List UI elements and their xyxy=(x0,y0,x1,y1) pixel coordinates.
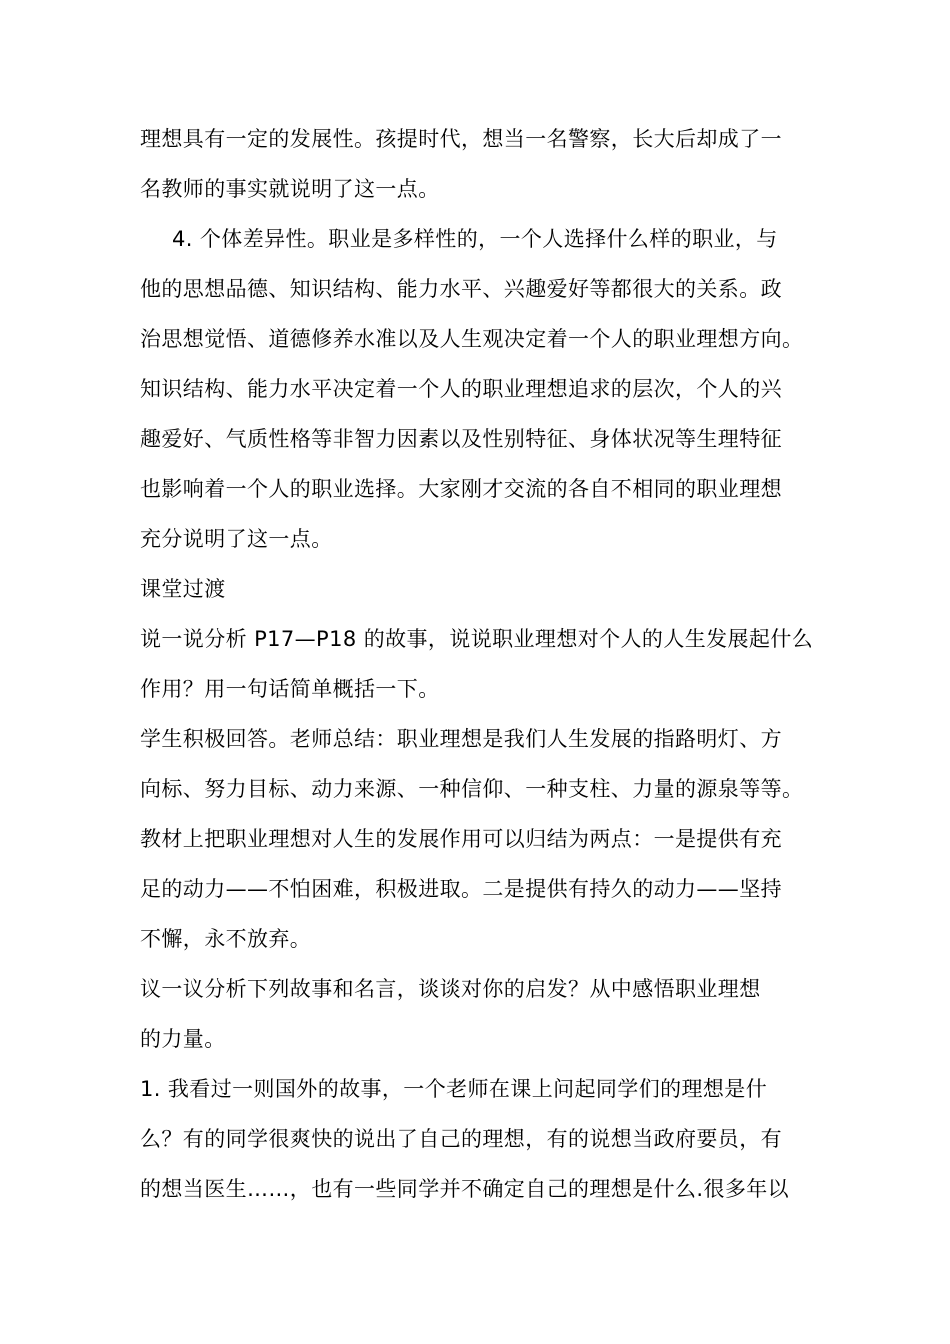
body-text-line: 不懈，永不放弃。 xyxy=(140,927,312,951)
body-text-line: 足的动力——不怕困难，积极进取。二是提供有持久的动力——坚持 xyxy=(140,877,782,901)
body-text-line: 向标、努力目标、动力来源、一种信仰、一种支柱、力量的源泉等等。 xyxy=(140,777,804,801)
body-text-line: 名教师的事实就说明了这一点。 xyxy=(140,177,440,201)
body-text-line: 他的思想品德、知识结构、能力水平、兴趣爱好等都很大的关系。政 xyxy=(140,277,782,301)
body-text-line: 趣爱好、气质性格等非智力因素以及性别特征、身体状况等生理特征 xyxy=(140,427,782,451)
body-text-line: 说一说分析 P17—P18 的故事，说说职业理想对个人的人生发展起什么 xyxy=(140,627,814,651)
body-text-line: 的力量。 xyxy=(140,1027,226,1051)
body-text-line: 理想具有一定的发展性。孩提时代，想当一名警察，长大后却成了一 xyxy=(140,127,782,151)
body-text-line: 作用？用一句话简单概括一下。 xyxy=(140,677,440,701)
body-text-line: 学生积极回答。老师总结：职业理想是我们人生发展的指路明灯、方 xyxy=(140,727,782,751)
body-text-line: 治思想觉悟、道德修养水准以及人生观决定着一个人的职业理想方向。 xyxy=(140,327,804,351)
body-text-line: 也影响着一个人的职业选择。大家刚才交流的各自不相同的职业理想 xyxy=(140,477,782,501)
body-text-line: 充分说明了这一点。 xyxy=(140,527,333,551)
body-text-line: 知识结构、能力水平决定着一个人的职业理想追求的层次，个人的兴 xyxy=(140,377,782,401)
body-text-line: 议一议分析下列故事和名言，谈谈对你的启发？从中感悟职业理想 xyxy=(140,977,761,1001)
body-text-line: 的想当医生……，也有一些同学并不确定自己的理想是什么.很多年以 xyxy=(140,1177,790,1201)
body-text-line: 么？有的同学很爽快的说出了自己的理想，有的说想当政府要员，有 xyxy=(140,1127,782,1151)
numbered-item-4: 4. 个体差异性。职业是多样性的，一个人选择什么样的职业，与 xyxy=(172,227,778,251)
numbered-item-1: 1. 我看过一则国外的故事，一个老师在课上问起同学们的理想是什 xyxy=(140,1077,768,1101)
body-text-line: 教材上把职业理想对人生的发展作用可以归结为两点：一是提供有充 xyxy=(140,827,782,851)
section-heading: 课堂过渡 xyxy=(140,577,226,601)
